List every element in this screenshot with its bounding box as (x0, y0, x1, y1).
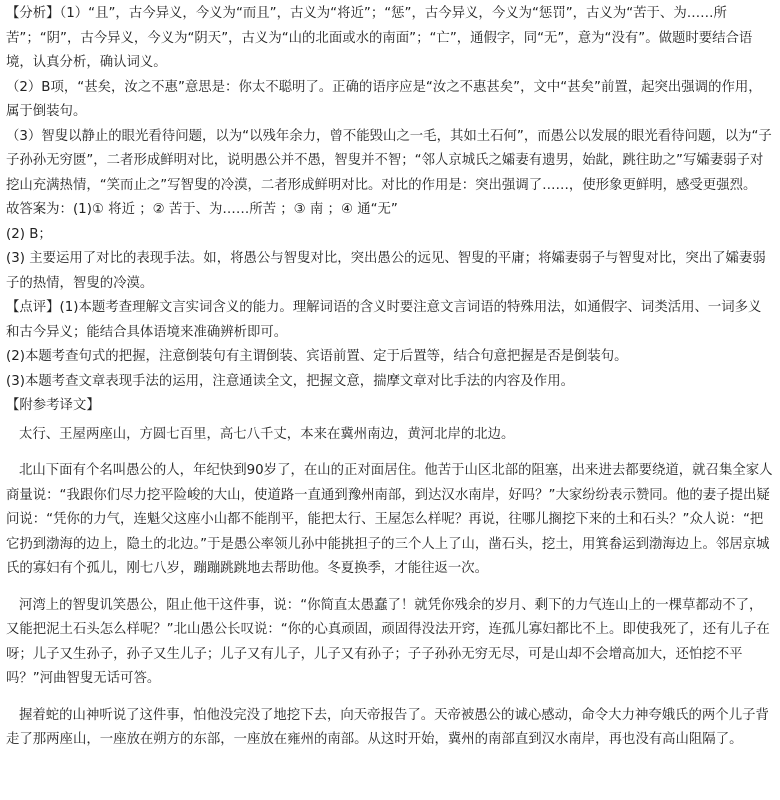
analysis-paragraph-2: （2）B项，“甚矣，汝之不惠”意思是：你太不聪明了。正确的语序应是“汝之不惠甚矣”，文中“甚矣”前置，起突出强调的作用，属于倒装句。 (6, 79, 762, 119)
answer-3: (3) 主要运用了对比的表现手法。如，将愚公与智叟对比，突出愚公的远见、智叟的平庸；将孀妻弱子与智叟对比，突出了孀妻弱子的热情，智叟的冷漠。 (6, 251, 766, 291)
comment-1: 【点评】(1)本题考查理解文言实词含义的能力。理解词语的含义时要注意文言词语的特殊用法，如通假字、词类活用、一词多义和古今异义；能结合具体语境来准确辨析即可。 (6, 300, 762, 340)
translation-paragraph-2: 北山下面有个名叫愚公的人，年纪快到90岁了，在山的正对面居住。他苦于山区北部的阻塞，出来进去都要绕道，就召集全家人商量说：“我跟你们尽力挖平险峻的大山，使道路一直通到豫州南部，到达汉水南岸，好吗？”大家纷纷表示赞同。他的妻子提出疑问说：“凭你的力气，连魁父这座小山都不能削平，能把太行、王屋怎么样呢？再说，往哪儿搁挖下来的土和石头？”众人说：“把它扔到渤海的边上，隐土的北边。”于是愚公率领儿孙中能挑担子的三个人上了山，凿石头，挖土，用箕畚运到渤海边上。邻居京城氏的寡妇有个孤儿，刚七八岁，蹦蹦跳跳地去帮助他。冬夏换季，才能往返一次。 (6, 463, 773, 576)
translation-paragraph-1: 太行、王屋两座山，方圆七百里，高七八千丈，本来在冀州南边，黄河北岸的北边。 (19, 426, 515, 442)
analysis-paragraph-1: 【分析】（1）“且”，古今异义，今义为“而且”，古义为“将近”；“惩”，古今异义，今义为“惩罚”，古义为“苦于、为……所苦”；“阴”，古今异义，今义为“阴天”，古义为“山的北面或水的南面”；“亡”，通假字，同“无”，意为“没有”。做题时要结合语境，认真分析，确认词义。 (6, 6, 753, 70)
spacer (6, 692, 774, 704)
analysis-paragraph-3: （3）智叟以静止的眼光看待问题，以为“以残年余力，曾不能毁山之一毛，其如土石何”，而愚公以发展的眼光看待问题，以为“子子孙孙无穷匮”，二者形成鲜明对比，说明愚公并不愚，智叟并不智；“邻人京城氏之孀妻有遗男，始龀，跳往助之”写孀妻弱子对挖山充满热情，“笑而止之”写智叟的冷漠，二者形成鲜明对比。对比的作用是：突出强调了……，使形象更鲜明，感受更强烈。 (6, 128, 772, 193)
spacer (6, 582, 774, 594)
comment-3: (3)本题考查文章表现手法的运用，注意通读全文，把握文意，揣摩文章对比手法的内容及作用。 (6, 373, 574, 389)
translation-paragraph-4: 握着蛇的山神听说了这件事，怕他没完没了地挖下去，向天帝报告了。天帝被愚公的诚心感动，命令大力神夸娥氏的两个儿子背走了那两座山，一座放在朔方的东部，一座放在雍州的南部。从这时开始，冀州的南部直到汉水南岸，再也没有高山阻隔了。 (6, 707, 769, 747)
comment-2: (2)本题考查句式的把握，注意倒装句有主谓倒装、宾语前置、定于后置等，结合句意把握是否是倒装句。 (6, 349, 628, 364)
answer-intro: 故答案为：(1)① 将近 ；② 苦于、为……所苦 ；③ 南 ；④ 通“无” (6, 202, 398, 217)
translation-paragraph-3: 河湾上的智叟讥笑愚公，阻止他干这件事，说：“你简直太愚蠢了！就凭你残余的岁月、剩下的力气连山上的一棵草都动不了，又能把泥土石头怎么样呢？”北山愚公长叹说：“你的心真顽固，顽固得没法开窍，连孤儿寡妇都比不上。即使我死了，还有儿子在呀；儿子又生孙子，孙子又生儿子；儿子又有儿子，儿子又有孙子；子子孙孙无穷无尽，可是山却不会增高加大，还怕挖不平吗？”河曲智叟无话可答。 (6, 597, 770, 686)
translation-header: 【附参考译文】 (6, 398, 100, 413)
answer-2: (2) B； (6, 226, 52, 242)
spacer (6, 447, 774, 459)
